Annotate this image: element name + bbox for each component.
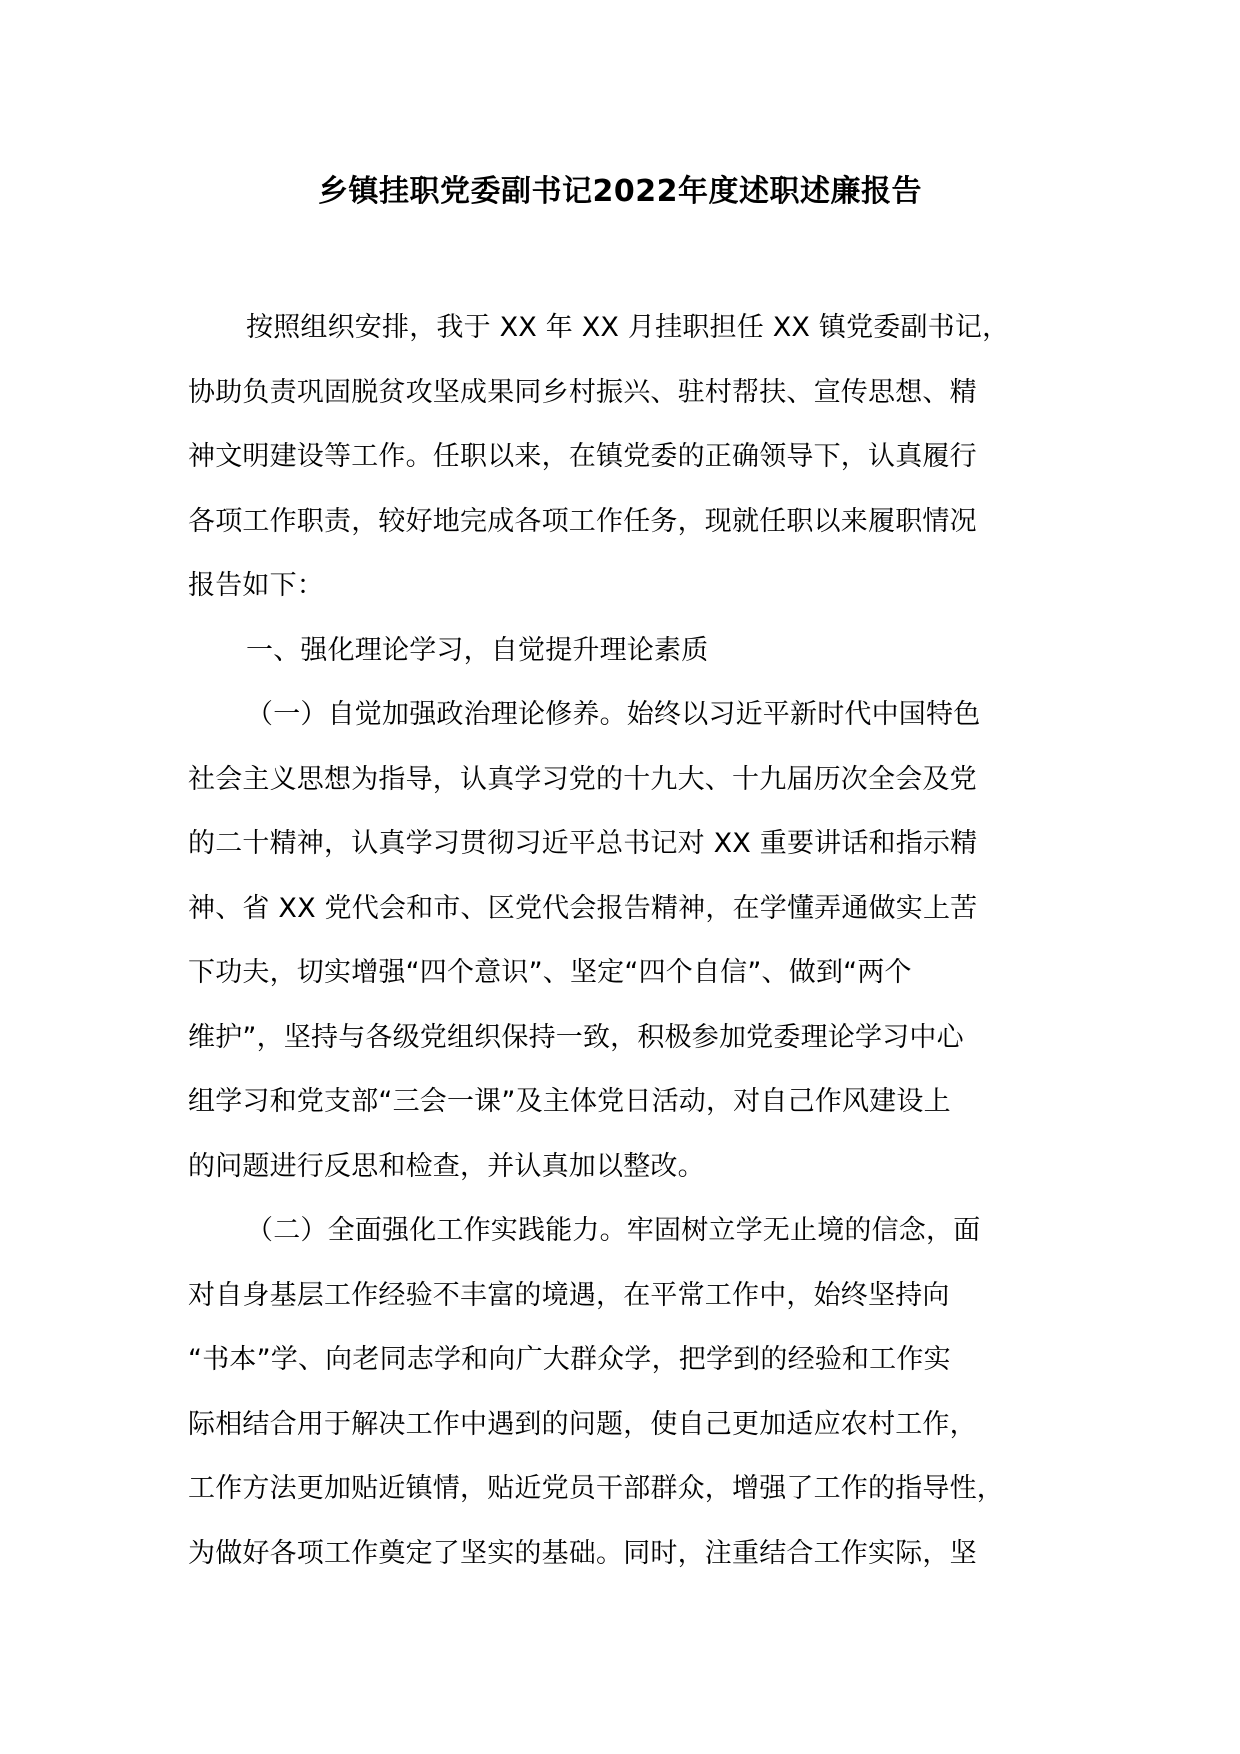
text-line: 协助负责巩固脱贫攻坚成果同乡村振兴、驻村帮扶、宣传思想、精 xyxy=(188,376,977,408)
text-line: 社会主义思想为指导，认真学习党的十九大、十九届历次全会及党 xyxy=(188,763,977,795)
section-heading: 一、强化理论学习，自觉提升理论素质 xyxy=(246,634,709,666)
text-line: 各项工作职责，较好地完成各项工作任务，现就任职以来履职情况 xyxy=(188,505,977,537)
text-line: 组学习和党支部“三会一课”及主体党日活动，对自己作风建设上 xyxy=(188,1086,951,1117)
text-line: 按照组织安排，我于 XX 年 XX 月挂职担任 XX 镇党委副书记， xyxy=(246,312,1010,343)
text-line: 际相结合用于解决工作中遇到的问题，使自己更加适应农村工作， xyxy=(188,1408,977,1440)
text-line: 的二十精神，认真学习贯彻习近平总书记对 XX 重要讲话和指示精 xyxy=(188,828,978,859)
text-line: 报告如下： xyxy=(188,570,324,601)
document-body xyxy=(188,308,1052,1598)
document-title: 乡镇挂职党委副书记2022年度述职述廉报告 xyxy=(318,174,922,209)
subsection-paragraph-start: （二）全面强化工作实践能力。牢固树立学无止境的信念，面 xyxy=(246,1215,981,1246)
text-line: 工作方法更加贴近镇情，贴近党员干部群众，增强了工作的指导性， xyxy=(188,1473,1004,1504)
text-line: 的问题进行反思和检查，并认真加以整改。 xyxy=(188,1150,705,1182)
text-line: 神、省 XX 党代会和市、区党代会报告精神，在学懂弄通做实上苦 xyxy=(188,892,978,924)
text-line: 为做好各项工作奠定了坚实的基础。同时，注重结合工作实际，坚 xyxy=(188,1537,977,1569)
text-line: 对自身基层工作经验不丰富的境遇，在平常工作中，始终坚持向 xyxy=(188,1279,950,1311)
text-line: 下功夫，切实增强“四个意识”、坚定“四个自信”、做到“两个 xyxy=(188,957,912,988)
text-line: 维护”，坚持与各级党组织保持一致，积极参加党委理论学习中心 xyxy=(188,1021,964,1053)
text-line: “书本”学、向老同志学和向广大群众学，把学到的经验和工作实 xyxy=(188,1344,951,1375)
text-line: 神文明建设等工作。任职以来，在镇党委的正确领导下，认真履行 xyxy=(188,441,977,472)
subsection-paragraph-start: （一）自觉加强政治理论修养。始终以习近平新时代中国特色 xyxy=(246,699,981,730)
